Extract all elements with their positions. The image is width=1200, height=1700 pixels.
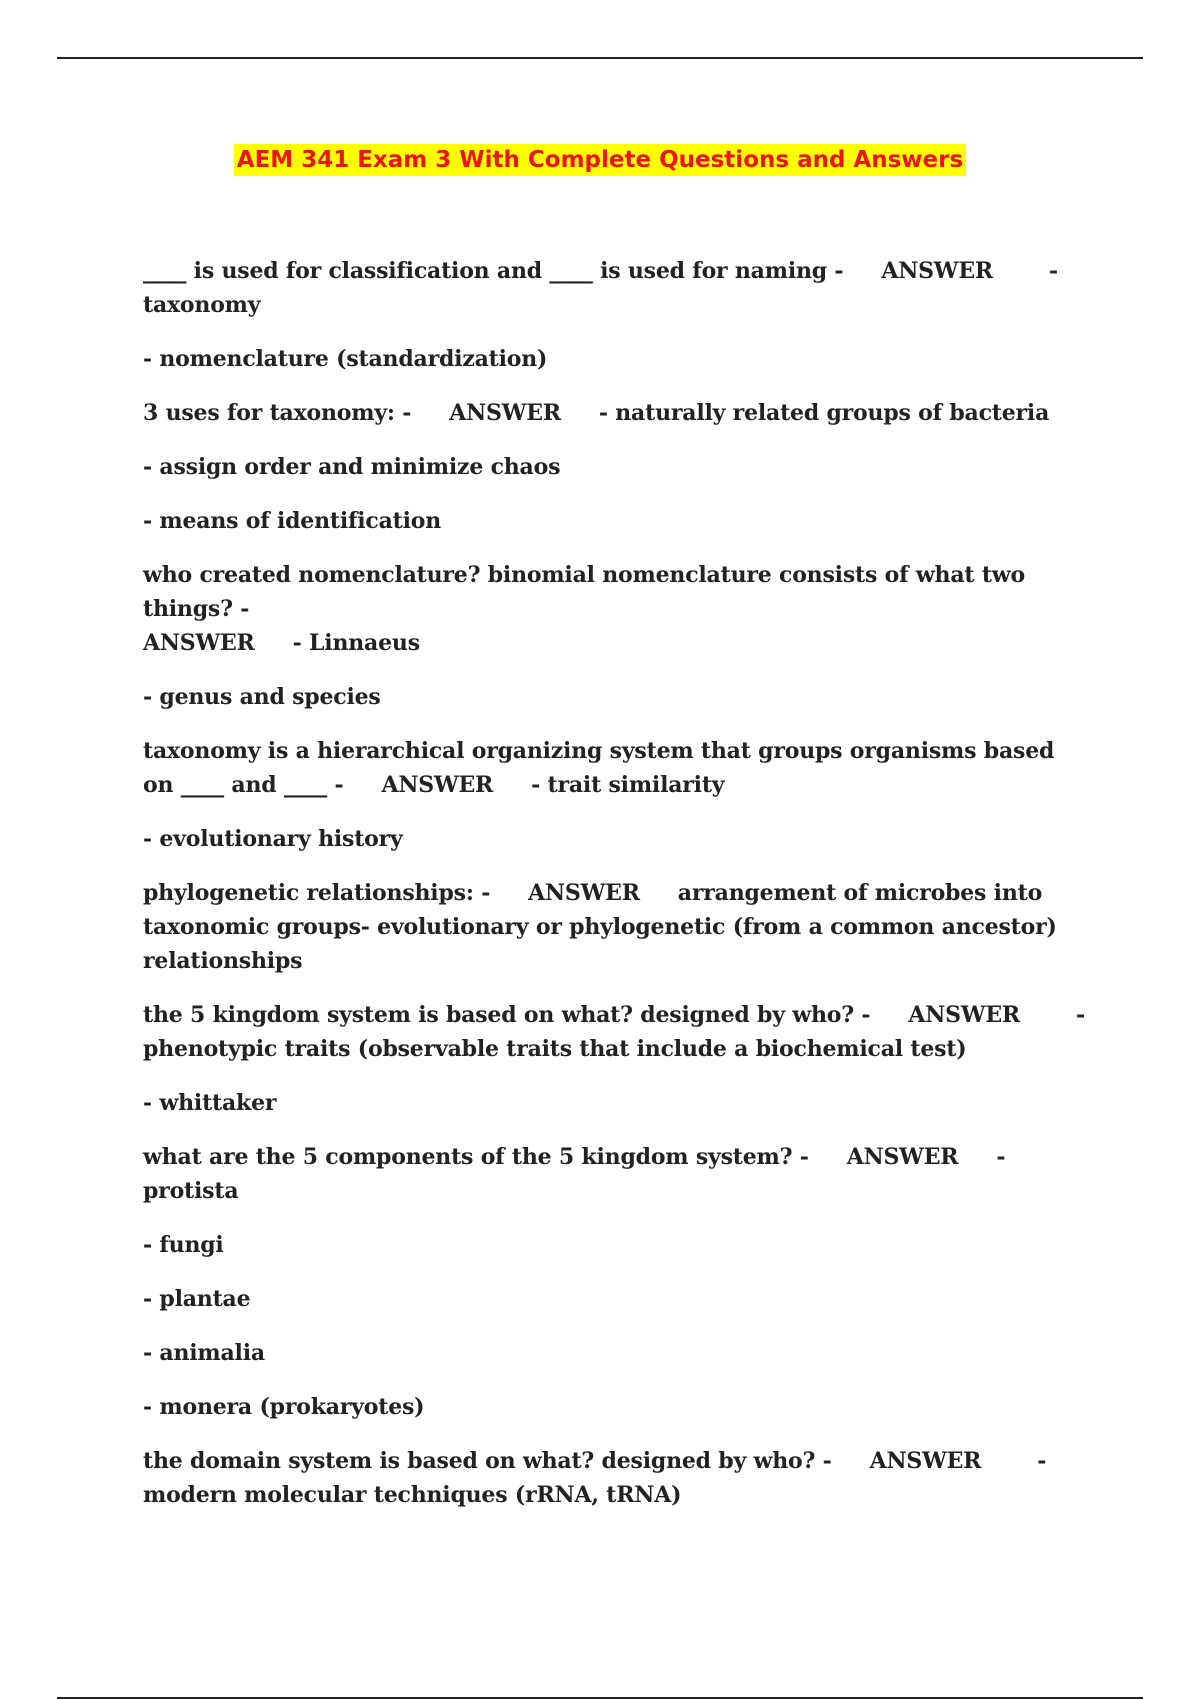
answer-text: - [1076, 1002, 1085, 1028]
qa-item [143, 734, 1088, 802]
answer-label: ANSWER [528, 880, 640, 906]
answer-line-text: - nomenclature (standardization) [143, 346, 548, 372]
answer-label: ANSWER [869, 1448, 982, 1474]
answer-text: - naturally related groups of bacteria [598, 400, 1050, 426]
answer-line [143, 1228, 1088, 1262]
answer-label: ANSWER [881, 258, 993, 284]
document-title: AEM 341 Exam 3 With Complete Questions and Answers [234, 144, 966, 176]
question-text: 3 uses for taxonomy: - [143, 400, 412, 426]
answer-line-text: - evolutionary history [143, 826, 403, 852]
answer-label: ANSWER [846, 1144, 959, 1170]
answer-line [143, 822, 1088, 856]
answer-continuation: phenotypic traits (observable traits that include a biochemical test) [143, 1036, 967, 1062]
answer-line-text: - assign order and minimize chaos [143, 454, 561, 480]
answer-line-text: - means of identification [143, 508, 442, 534]
question-text: who created nomenclature? binomial nomenclature consists of what two things? - [143, 562, 1025, 622]
answer-line-text: - animalia [143, 1340, 265, 1366]
title-container [0, 144, 1200, 176]
question-text: taxonomy is a hierarchical organizing system that groups organisms based on ____ and ____ - [143, 738, 1055, 798]
qa-item [143, 998, 1088, 1066]
answer-label: ANSWER [908, 1002, 1020, 1028]
answer-continuation: taxonomy [143, 292, 261, 318]
qa-item [143, 1444, 1088, 1512]
question-text: what are the 5 components of the 5 kingdom system? - [143, 1144, 809, 1170]
answer-line [143, 680, 1088, 714]
question-text: ____ is used for classification and ____ is used for naming - [143, 258, 844, 284]
answer-label: ANSWER [449, 400, 561, 426]
answer-line [143, 1336, 1088, 1370]
qa-item [143, 876, 1088, 978]
question-text: the 5 kingdom system is based on what? designed by who? - [143, 1002, 871, 1028]
answer-line-text: - whittaker [143, 1090, 277, 1116]
qa-item [143, 396, 1088, 430]
answer-label: ANSWER [381, 772, 494, 798]
answer-line-text: - monera (prokaryotes) [143, 1394, 425, 1420]
answer-text: - protista [143, 1144, 1006, 1204]
question-text: the domain system is based on what? designed by who? - [143, 1448, 832, 1474]
answer-line [143, 450, 1088, 484]
top-rule [57, 57, 1143, 59]
answer-line [143, 1086, 1088, 1120]
answer-label: ANSWER [143, 630, 255, 656]
question-text: phylogenetic relationships: - [143, 880, 491, 906]
qa-item [143, 1140, 1088, 1208]
answer-line-text: - fungi [143, 1232, 224, 1258]
answer-line [143, 1390, 1088, 1424]
answer-line [143, 1282, 1088, 1316]
qa-item [143, 254, 1088, 322]
answer-text: arrangement of microbes into taxonomic groups- evolutionary or phylogenetic (from a common ancestor) relationships [143, 880, 1057, 974]
answer-line-text: - genus and species [143, 684, 381, 710]
answer-continuation: modern molecular techniques (rRNA, tRNA) [143, 1482, 682, 1508]
answer-text: - trait similarity [531, 772, 725, 798]
answer-line [143, 342, 1088, 376]
answer-line-text: - plantae [143, 1286, 251, 1312]
answer-text: - [1037, 1448, 1047, 1474]
answer-text: - [1048, 258, 1058, 284]
bottom-rule [57, 1697, 1143, 1699]
qa-item [143, 558, 1088, 660]
answer-text: - Linnaeus [292, 630, 420, 656]
answer-line [143, 504, 1088, 538]
qa-content [143, 254, 1088, 1532]
